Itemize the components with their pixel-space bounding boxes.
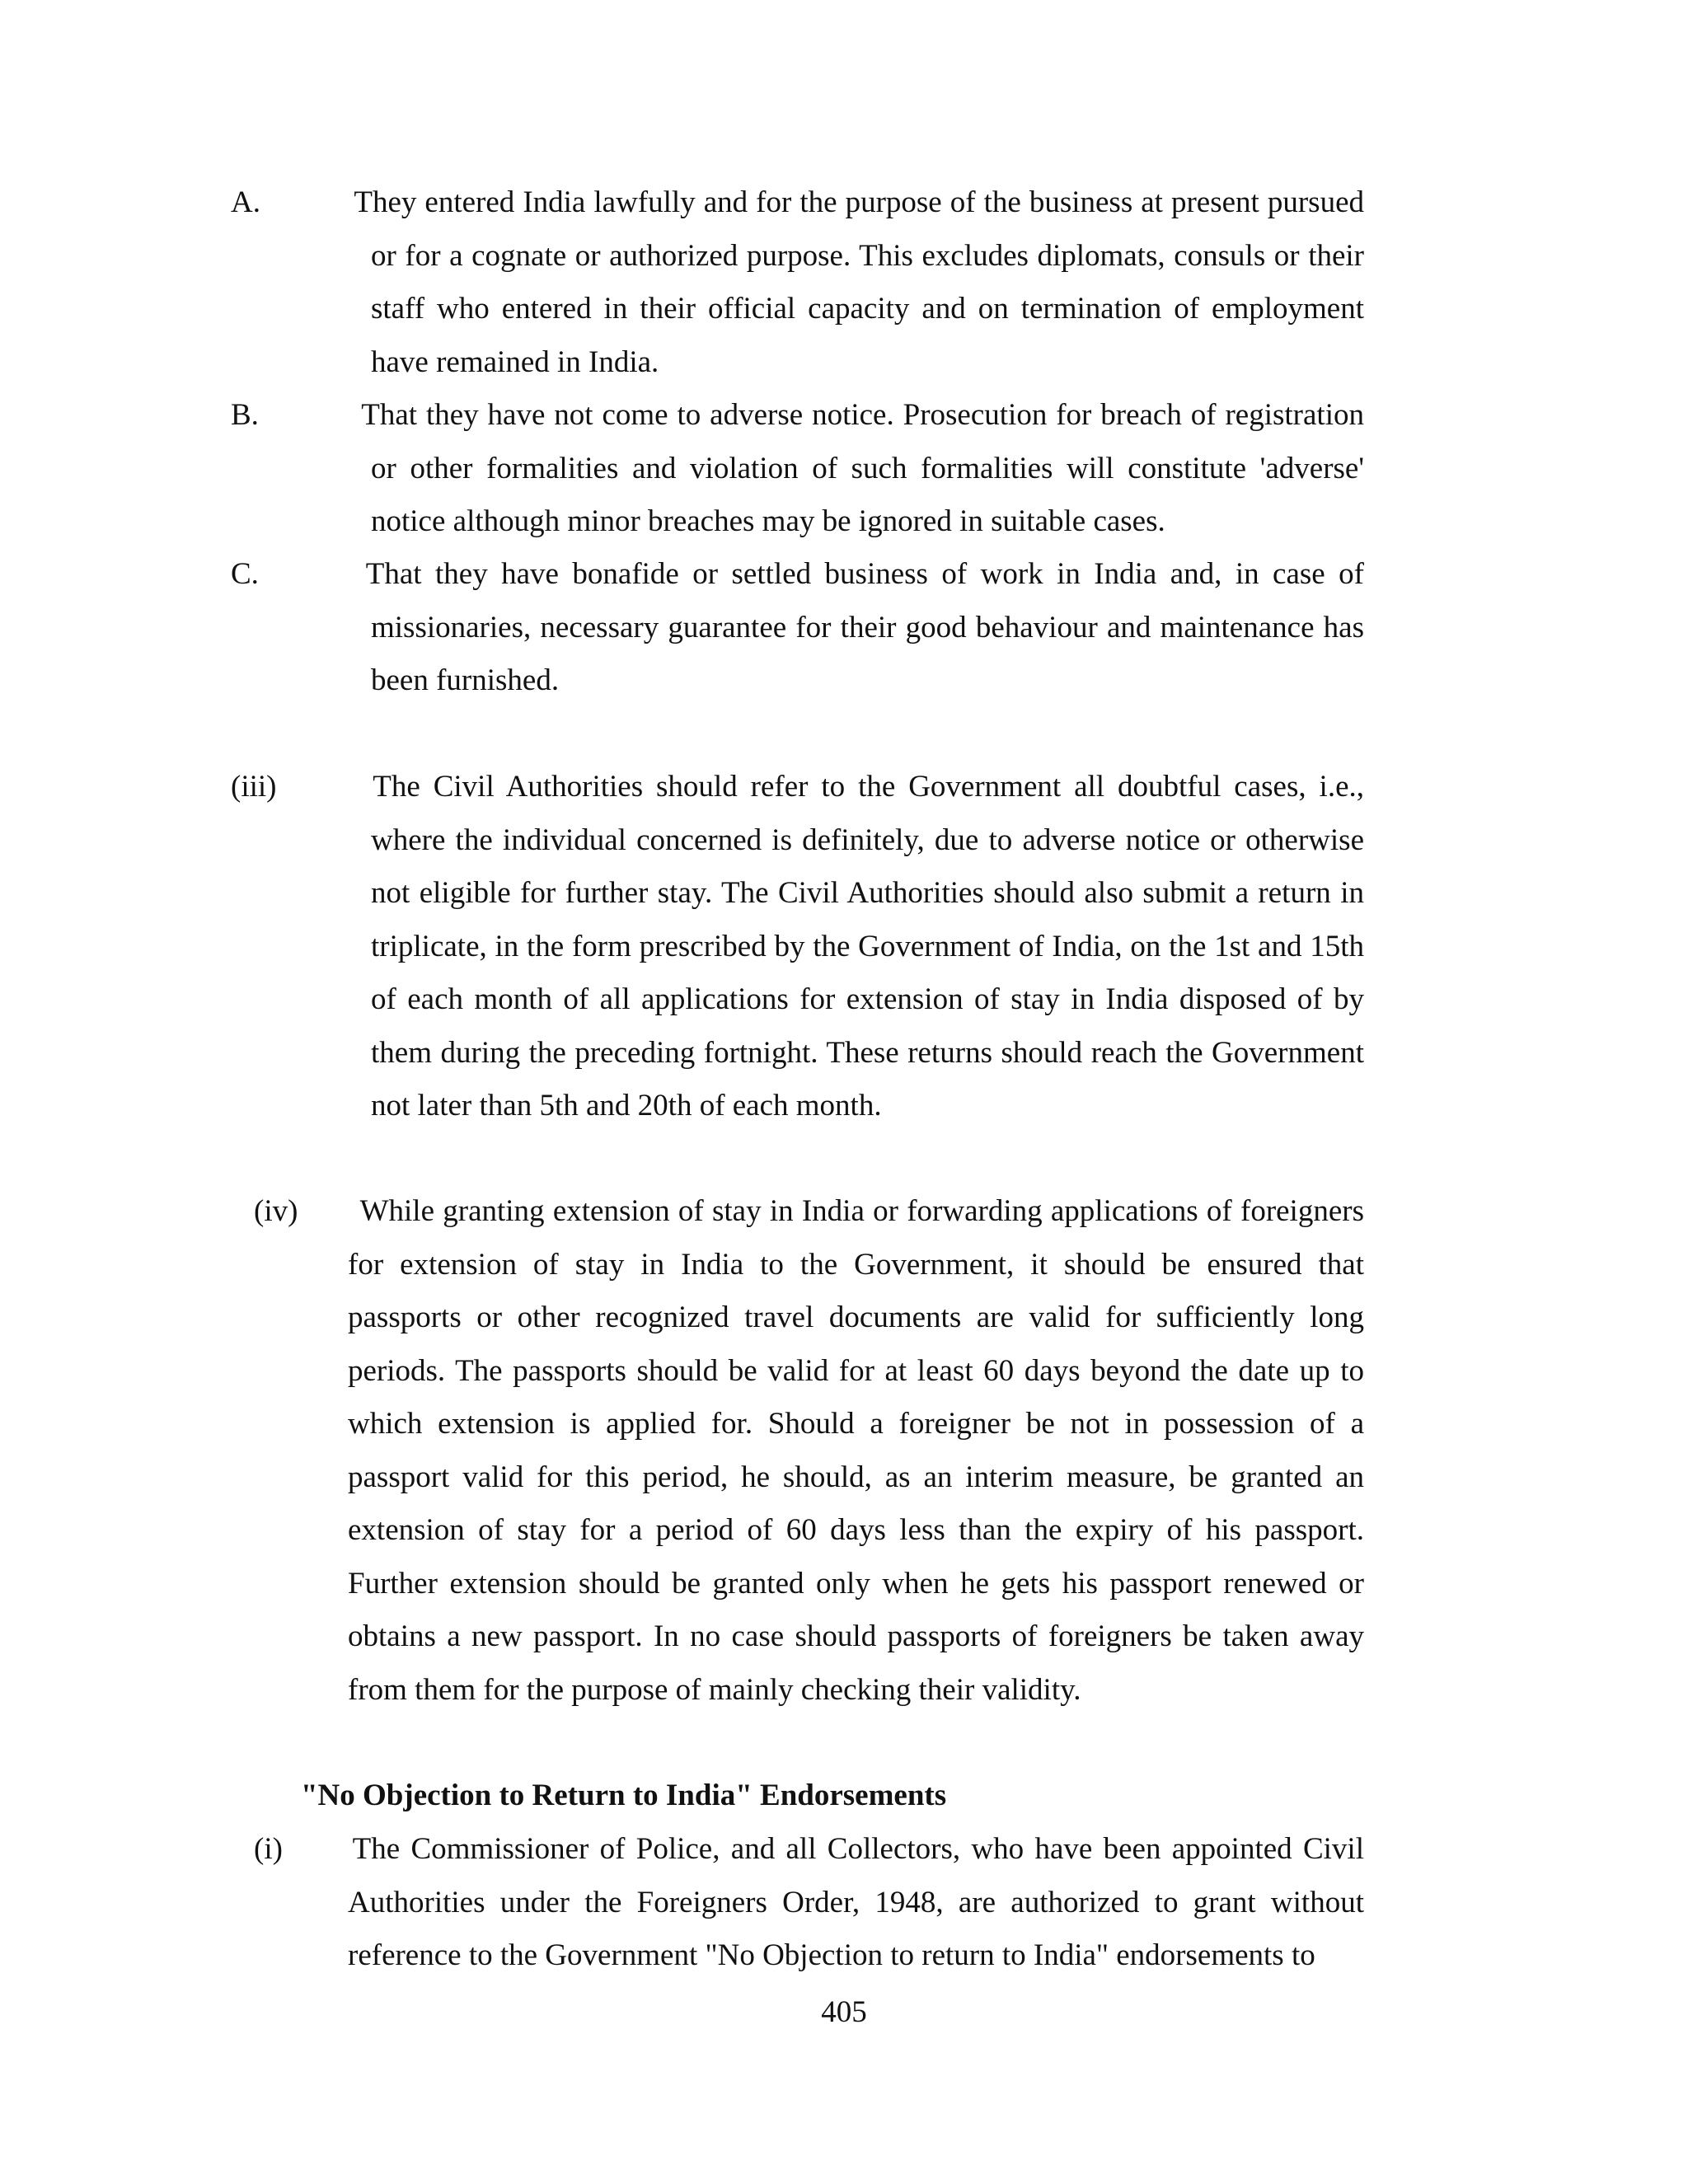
paragraph-marker: (iv) <box>254 1194 298 1228</box>
condition-item-a <box>231 176 1364 389</box>
paragraph-text: While granting extension of stay in India or forwarding applications of foreigners for extension of stay in India to the Government, it should be ensured that passports or other recognized travel documents are valid for sufficiently long periods. The passports should be valid for at least 60 days beyond the date up to which extension is applied for. Should a foreigner be not in possession of a passport valid for this period, he should, as an interim measure, be granted an extension of stay for a period of 60 days less than the expiry of his passport. Further extension should be granted only when he gets his passport renewed or obtains a new passport. In no case should passports of foreigners be taken away from them for the purpose of mainly checking their validity. <box>348 1194 1364 1707</box>
paragraph-text: The Commissioner of Police, and all Collectors, who have been appointed Civil Authorities under the Foreigners Order, 1948, are authorized to grant without reference to the Government "No Objection to return to India" endorsements to <box>348 1832 1364 1972</box>
paragraph-iv <box>254 1185 1364 1717</box>
item-text: That they have bonafide or settled business of work in India and, in case of missionaries, necessary guarantee for their good behaviour and maintenance has been furnished. <box>365 557 1364 697</box>
paragraph-text: The Civil Authorities should refer to the Government all doubtful cases, i.e., where the individual concerned is definitely, due to adverse notice or otherwise not eligible for further stay. The Civil Authorities should also submit a return in triplicate, in the form prescribed by the Government of India, on the 1st and 15th of each month of all applications for extension of stay in India disposed of by them during the preceding fortnight. These returns should reach the Government not later than 5th and 20th of each month. <box>371 770 1364 1122</box>
item-text: They entered India lawfully and for the purpose of the business at present pursued or for a cognate or authorized purpose. This excludes diplomats, consuls or their staff who entered in their official capacity and on termination of employment have remained in India. <box>354 185 1364 379</box>
item-text: That they have not come to adverse notice. Prosecution for breach of registration or other formalities and violation of such formalities will constitute 'adverse' notice although minor breaches may be ignored in suitable cases. <box>361 398 1364 538</box>
item-marker: A. <box>231 185 260 219</box>
condition-item-c <box>231 548 1364 708</box>
paragraph-marker: (iii) <box>231 770 277 804</box>
page-number: 405 <box>821 1995 867 2029</box>
paragraph-marker: (i) <box>254 1832 283 1866</box>
condition-item-b <box>231 389 1364 549</box>
item-marker: C. <box>231 557 259 591</box>
paragraph-i <box>254 1823 1364 1983</box>
paragraph-iii <box>231 761 1364 1133</box>
item-marker: B. <box>231 398 259 432</box>
section-heading: "No Objection to Return to India" Endorsements <box>301 1779 947 1812</box>
